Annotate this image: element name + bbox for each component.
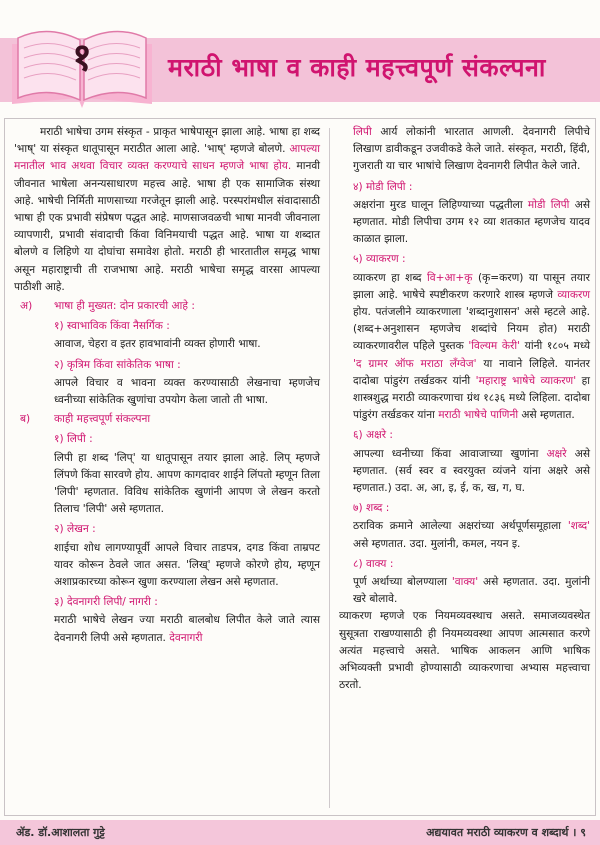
devanagari-text: मराठी भाषेचे लेखन ज्या मराठी बालबोध लिपीत केले जाते त्यास देवनागरी लिपी असे म्हणतात. देवनागरी — [54, 614, 320, 644]
subheading-devanagari: ३) देवनागरी लिपी/ नागरी : — [54, 596, 158, 609]
closing-paragraph: व्याकरण म्हणजे एक नियमव्यवस्थाच असते. समाजव्यवस्थेत सुसूत्रता राखण्यासाठी ही नियमव्यवस्था आपण आत्मसात करणे अत्यंत महत्त्वाचे असते. भाषिक आकलन आणि भाषिक अभिव्यक्ती प्रभावी होण्यासाठी व्याकरणाचा अभ्यास महत्त्वाचा ठरतो. — [339, 610, 590, 692]
subheading-akshare: ६) अक्षरे : — [353, 429, 393, 442]
section-b-heading: ब) काही महत्त्वपूर्ण संकल्पना — [20, 413, 151, 426]
devanagari-continued: लिपी आर्य लोकांनी भारतात आणली. देवनागरी लिपीचे लिखाण डावीकडून उजवीकडे केले जाते. संस्कृत, मराठी, हिंदी, गुजराती या चार भाषांचे लिखाण देवनागरी लिपीत केले जाते. — [353, 126, 590, 173]
subheading-vyakaran: ५) व्याकरण : — [353, 253, 406, 266]
akshare-text: आपल्या ध्वनीच्या किंवा आवाजाच्या खुणांना अक्षरे असे म्हणतात. (सर्व स्वर व स्वरयुक्त व्यंजने यांना अक्षरे असे म्हणतात.) उदा. अ, आ, इ, ई, क, ख, ग, घ. — [353, 447, 591, 495]
intro-paragraph: मराठी भाषेचा उगम संस्कृत - प्राकृत भाषेपासून झाला आहे. भाषा हा शब्द 'भाष्' या संस्कृत धातूपासून मराठीत आला आहे. 'भाष्' म्हणजे बोलणे. आपल्या मनातील भाव अथवा विचार व्यक्त करण्याचे साधन म्हणजे भाषा होय. मानवी जीवनात भाषेला अनन्यसाधारण महत्त्व आहे. भाषा ही एक सामाजिक संस्था आहे. भाषेची निर्मिती माणसाच्या गरजेतून झाली आहे. परस्परांमधील संवादासाठी भाषा ही एक प्रभावी संप्रेषण पद्धत आहे. माणसाजवळची भाषा मानवी जीवनाला व्यापणारी, प्रभावी संवादाची किंवा विनिमयाची पद्धत आहे. भाषा या शब्दात बोलणे व लिहिणे या दोघांचा समावेश होतो. मराठी ही भारतातील समृद्ध भाषा असून महाराष्ट्राची ती राजभाषा आहे. मराठी भाषेचा समृद्ध वारसा आपल्या पाठीशी आहे. — [14, 126, 320, 293]
vakya-text: पूर्ण अर्थाच्या बोलण्याला 'वाक्य' असे म्हणतात. उदा. मुलांनी खरे बोलावे. — [353, 576, 591, 606]
subheading-vakya: ८) वाक्य : — [353, 557, 394, 570]
page-footer — [0, 820, 600, 845]
subheading-lipi: १) लिपी : — [54, 433, 93, 446]
vyakaran-text: व्याकरण हा शब्द वि+आ+कृ (कृ=करण) या पासून तयार झाला आहे. भाषेचे स्पष्टीकरण करणारे शास्त्र म्हणजे व्याकरण होय. पतंजलीने व्याकरणाला 'शब्दानुशासन' असे म्हटले आहे. (शब्द+अनुशासन म्हणजेच शब्दांचे नियम होत) मराठी व्याकरणावरील पहिले पुस्तक 'विल्यम केरी' यांनी १८०५ मध्ये 'द ग्रामर ऑफ मराठा लँग्वेज' या नावाने लिहिले. यानंतर दादोबा पांडुरंग तर्खडकर यांनी 'महाराष्ट्र भाषेचे व्याकरण' हा शास्त्रशुद्ध मराठी व्याकरणाचा ग्रंथ १८३६ मध्ये लिहिला. दादोबा पांडुरंग तर्खडकर यांना मराठी भाषेचे पाणिनी असे म्हणतात. — [353, 271, 591, 422]
lipi-text: लिपी हा शब्द 'लिप्' या धातूपासून तयार झाला आहे. लिप् म्हणजे लिंपणे किंवा सारवणे होय. आपण कागदावर शाईने लिंपतो म्हणून तिला 'लिपी' म्हणतात. विविध सांकेतिक खुणांनी आपण जे लेखन करतो तिलाच 'लिपी' असे म्हणतात. — [54, 451, 320, 516]
chapter-header — [0, 0, 600, 118]
subheading-shabda: ७) शब्द : — [353, 502, 390, 515]
footer-author: ॲड. डॉ.आशालता गुट्टे — [16, 826, 105, 839]
chapter-number: १ — [72, 35, 92, 79]
right-column — [339, 124, 590, 695]
subheading-lekhan: २) लेखन : — [54, 523, 96, 536]
section-a-heading: अ) भाषा ही मुख्यत: दोन प्रकारची आहे : — [20, 300, 195, 313]
column-divider — [329, 128, 330, 808]
artificial-language-text: आपले विचार व भावना व्यक्त करण्यासाठी लेखनाचा म्हणजेच ध्वनीच्या सांकेतिक खुणांचा उपयोग केला जातो ती भाषा. — [54, 376, 320, 407]
chapter-title: मराठी भाषा व काही महत्त्वपूर्ण संकल्पना — [168, 53, 546, 82]
subheading-modi: ४) मोडी लिपी : — [353, 180, 413, 193]
natural-language-text: आवाज, चेहरा व इतर हावभावांनी व्यक्त होणारी भाषा. — [54, 338, 261, 351]
footer-book-title: अद्ययावत मराठी व्याकरण व शब्दार्थ । ९ — [426, 826, 586, 839]
subheading-natural: १) स्वाभाविक किंवा नैसर्गिक : — [54, 320, 170, 333]
shabda-text: ठराविक क्रमाने आलेल्या अक्षरांच्या अर्थपूर्णसमूहाला 'शब्द' असे म्हणतात. उदा. मुलांनी, कमल, नयन इ. — [353, 520, 590, 550]
subheading-artificial: २) कृत्रिम किंवा सांकेतिक भाषा : — [54, 358, 181, 371]
modi-text: अक्षरांना मुरड घालून लिहिण्याच्या पद्धतीला मोडी लिपी असे म्हणतात. मोडी लिपीचा उगम १२ व्या शतकात म्हणजेच यादव काळात झाला. — [353, 198, 591, 246]
lekhan-text: शाईचा शोध लागण्यापूर्वी आपले विचार ताडपत्र, दगड किंवा ताम्रपट यावर कोरून ठेवले जात असत. 'लिख्' म्हणजे कोरणे होय, म्हणून अशाप्रकारच्या कोरून खुणा करण्याला लेखन असे म्हणतात. — [54, 541, 320, 589]
left-column — [14, 124, 320, 647]
language-definition: आपल्या मनातील भाव अथवा विचार व्यक्त करण्याचे साधन म्हणजे भाषा होय. — [14, 143, 320, 173]
